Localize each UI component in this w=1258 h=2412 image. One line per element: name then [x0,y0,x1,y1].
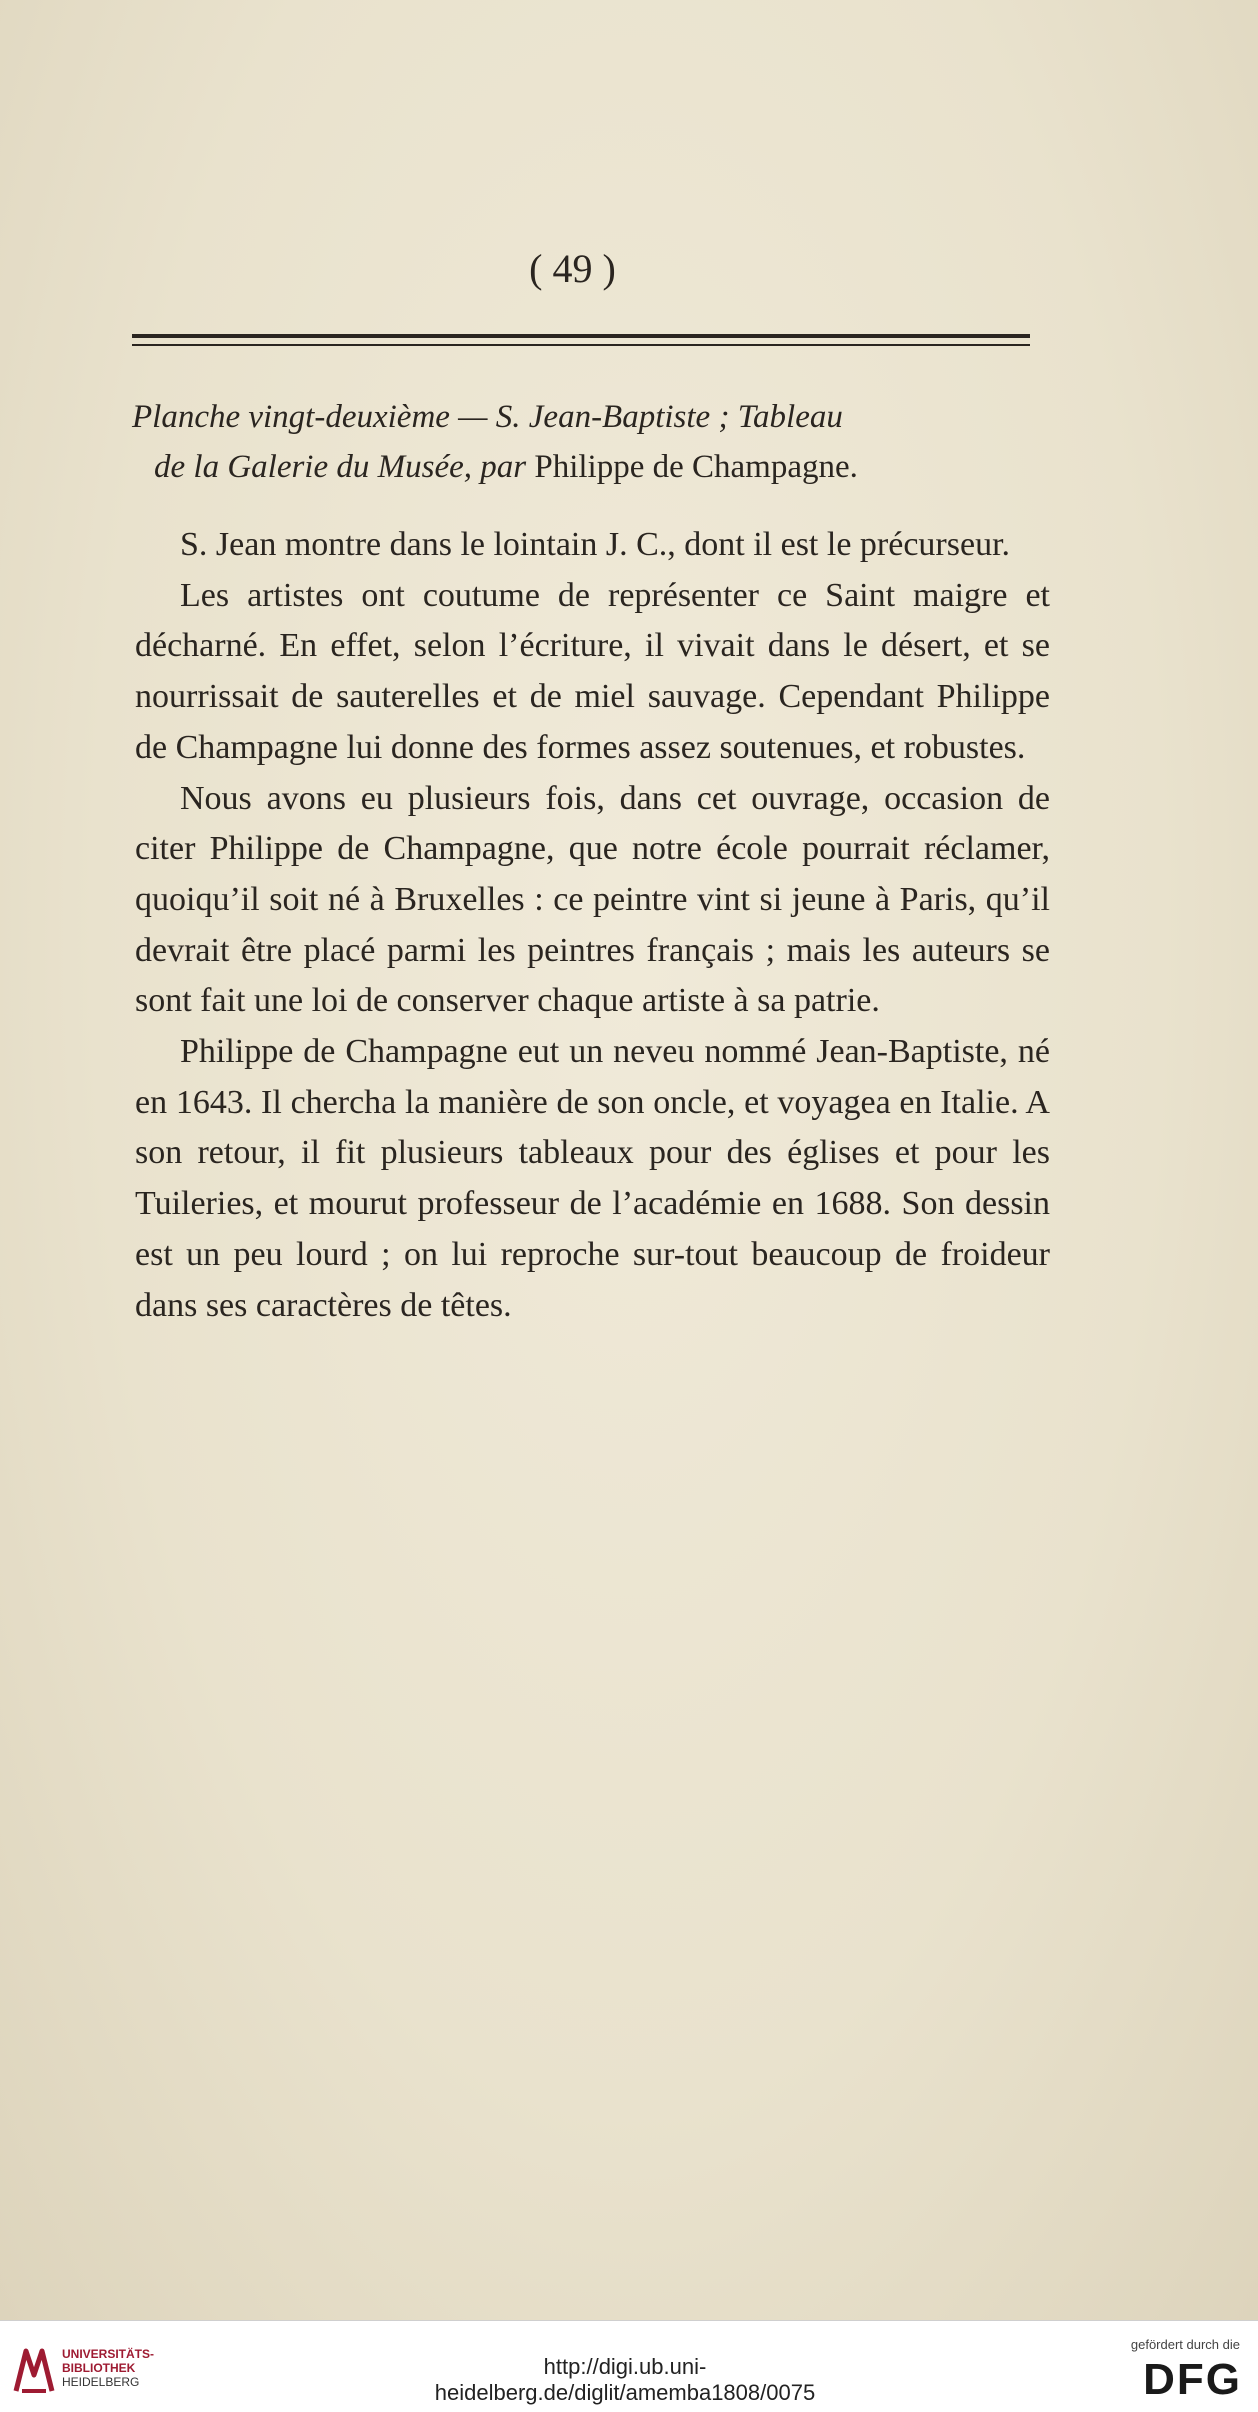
paragraph: S. Jean montre dans le lointain J. C., dont il est le précurseur. [180,526,1011,563]
paragraph: Les artistes ont coutume de représenter ce Saint maigre et décharné. En effet, selon l’écriture, il vivait dans le désert, et se nourrissait de sauterelles et de miel sauvage. Cependant Philippe de Champagne lui donne des formes assez soutenues, et robustes. [135,576,1050,766]
source-url-link[interactable]: http://digi.ub.uni-heidelberg.de/diglit/amemba1808/0075 [434,2354,816,2405]
library-name-line-2: BIBLIOTHEK [62,2361,136,2375]
university-library-logo-icon [12,2345,56,2395]
page-number: ( 49 ) [529,246,616,291]
paragraph: Philippe de Champagne eut un neveu nommé Jean-Baptiste, né en 1643. Il chercha la manière de son oncle, et voyagea en Italie. A son retour, il fit plusieurs tableaux pour des églises et pour les Tuileries, et mourut professeur de l’académie en 1688. Son dessin est un peu lourd ; on lui reproche sur-tout beaucoup de froideur dans ses caractères de têtes. [135,1033,1050,1324]
caption-line-2-italic: de la Galerie du Musée, par [154,449,527,485]
plate-caption [132,392,1052,492]
paragraph: Nous avons eu plusieurs fois, dans cet ouvrage, occasion de citer Philippe de Champagne, que notre école pourrait réclamer, quoiqu’il soit né à Bruxelles : ce peintre vint si jeune à Paris, qu’il devrait être placé parmi les peintres français ; mais les auteurs se sont fait une loi de conserver chaque artiste à sa patrie. [135,779,1050,1020]
library-city: HEIDELBERG [62,2375,140,2389]
header-rule-thin [132,344,1030,346]
body-text [135,520,1050,1331]
caption-artist: Philippe de Champagne. [534,449,858,485]
caption-line-2 [132,442,1052,492]
dfg-logo: DFG [1143,2355,1242,2404]
library-name [62,2347,182,2389]
sponsor-text: gefördert durch die [1130,2337,1240,2352]
header-rule-thick [132,334,1030,338]
library-name-line-1: UNIVERSITÄTS- [62,2347,155,2361]
caption-line-1: Planche vingt-deuxième — S. Jean-Baptiste ; Tableau [132,399,843,435]
digitization-footer [0,2320,1258,2412]
